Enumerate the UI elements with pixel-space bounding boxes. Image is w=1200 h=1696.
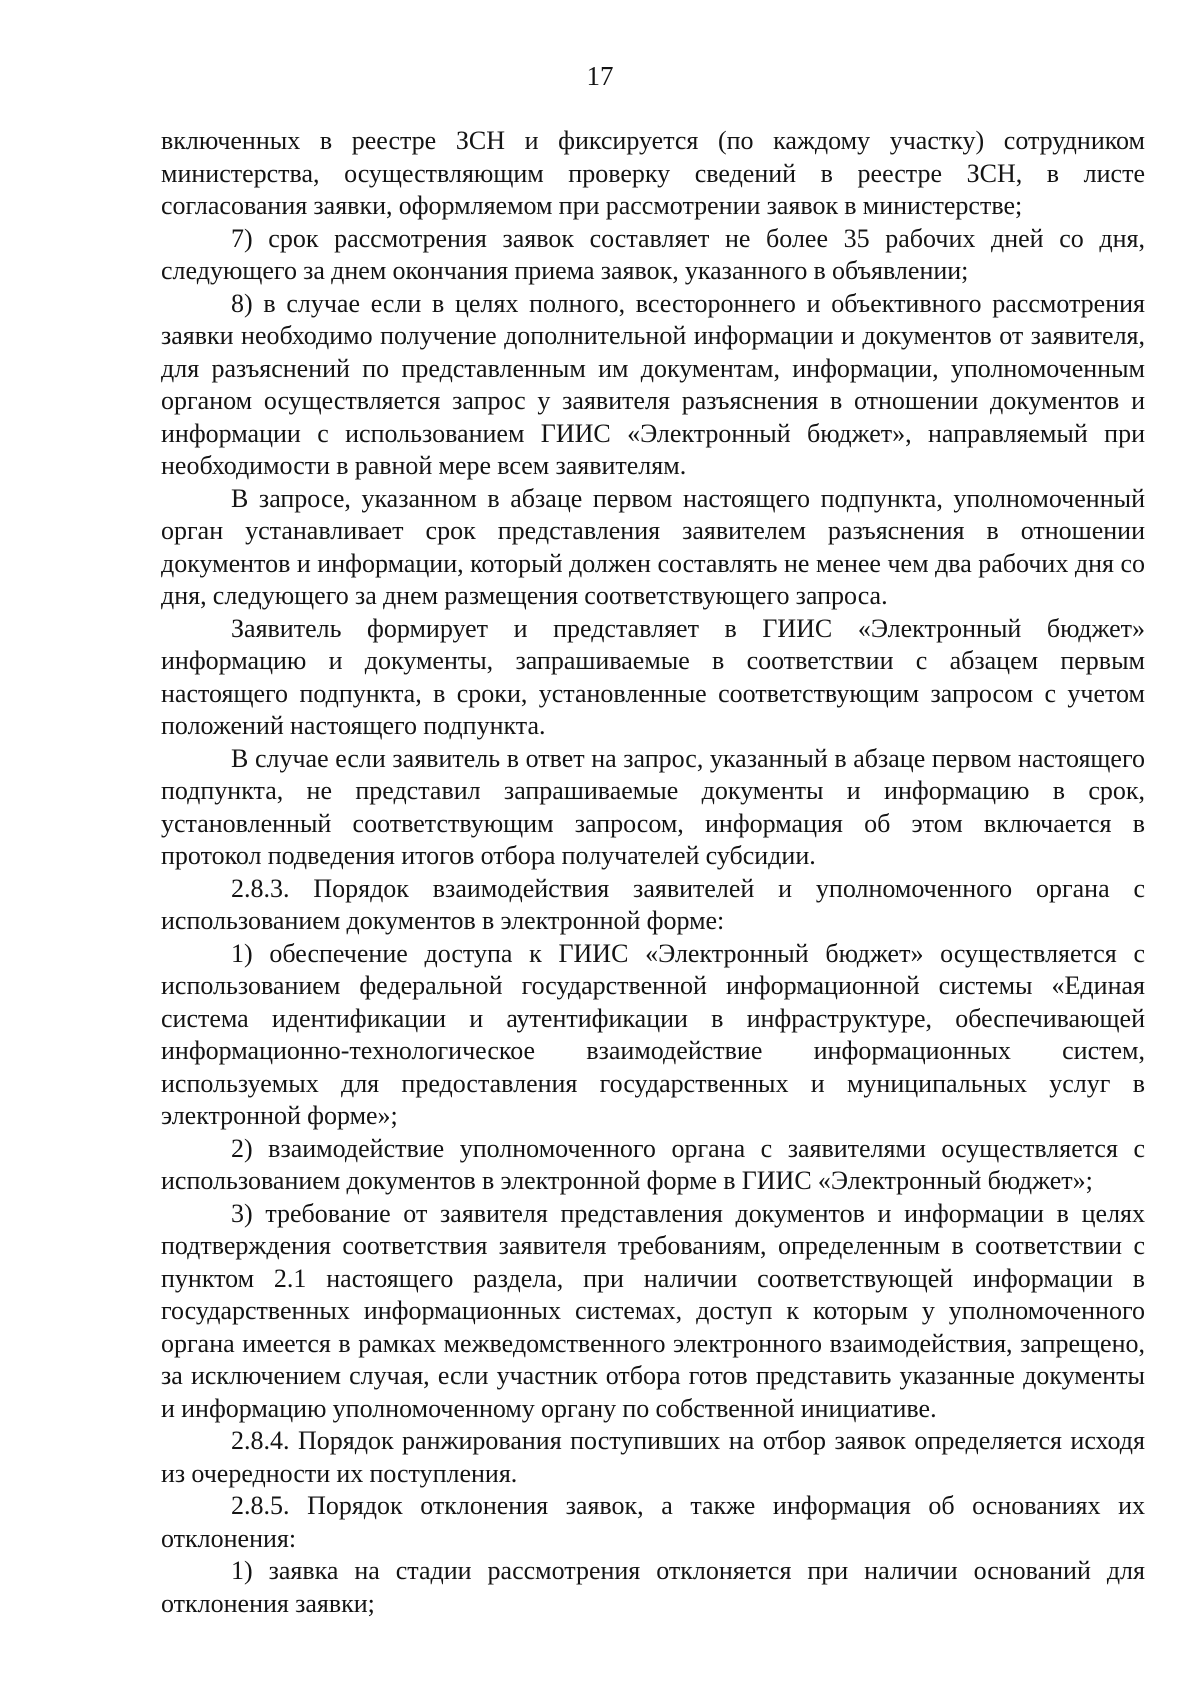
paragraph-section-2-8-4: 2.8.4. Порядок ранжирования поступивших на отбор заявок определяется исходя из очередности их поступления. — [161, 1426, 1145, 1488]
page-number: 17 — [586, 61, 614, 91]
paragraph-request-term: В запросе, указанном в абзаце первом настоящего подпункта, уполномоченный орган устанавливает срок представления заявителем разъяснения в отношении документов и информации, который должен составлять не менее чем два рабочих дня со дня, следующего за днем размещения соответствующего запроса. — [161, 483, 1145, 610]
paragraph-2-8-3-item-1: 1) обеспечение доступа к ГИИС «Электронный бюджет» осуществляется с использованием федеральной государственной информационной системы «Единая система идентификации и аутентификации в инфраструктуре, обеспечивающей информационно-технологическое взаимодействие информационных систем, используемых для предоставления государственных и муниципальных услуг в электронной форме»; — [161, 938, 1145, 1130]
paragraph-section-2-8-5: 2.8.5. Порядок отклонения заявок, а также информация об основаниях их отклонения: — [161, 1491, 1145, 1553]
paragraph-item-7: 7) срок рассмотрения заявок составляет не более 35 рабочих дней со дня, следующего за днем окончания приема заявок, указанного в объявлении; — [161, 223, 1145, 285]
paragraph-section-2-8-3: 2.8.3. Порядок взаимодействия заявителей и уполномоченного органа с использованием документов в электронной форме: — [161, 873, 1145, 935]
paragraph-no-response: В случае если заявитель в ответ на запрос, указанный в абзаце первом настоящего подпункта, не представил запрашиваемые документы и информацию в срок, установленный соответствующим запросом, информация об этом включается в протокол подведения итогов отбора получателей субсидии. — [161, 743, 1145, 870]
paragraph-2-8-3-item-2: 2) взаимодействие уполномоченного органа с заявителями осуществляется с использованием документов в электронной форме в ГИИС «Электронный бюджет»; — [161, 1133, 1145, 1195]
paragraph-continued: включенных в реестре ЗСН и фиксируется (по каждому участку) сотрудником министерства, осуществляющим проверку сведений в реестре ЗСН, в листе согласования заявки, оформляемом при рассмотрении заявок в министерстве; — [161, 126, 1145, 220]
paragraph-applicant-submits: Заявитель формирует и представляет в ГИИС «Электронный бюджет» информацию и документы, запрашиваемые в соответствии с абзацем первым настоящего подпункта, в сроки, установленные соответствующим запросом с учетом положений настоящего подпункта. — [161, 613, 1145, 740]
document-body — [161, 125, 1145, 1620]
paragraph-2-8-5-item-1: 1) заявка на стадии рассмотрения отклоняется при наличии оснований для отклонения заявки; — [161, 1556, 1145, 1618]
paragraph-2-8-3-item-3: 3) требование от заявителя представления документов и информации в целях подтверждения соответствия заявителя требованиям, определенным в соответствии с пунктом 2.1 настоящего раздела, при наличии соответствующей информации в государственных информационных системах, доступ к которым у уполномоченного органа имеется в рамках межведомственного электронного взаимодействия, запрещено, за исключением случая, если участник отбора готов представить указанные документы и информацию уполномоченному органу по собственной инициативе. — [161, 1198, 1145, 1423]
paragraph-item-8: 8) в случае если в целях полного, всестороннего и объективного рассмотрения заявки необходимо получение дополнительной информации и документов от заявителя, для разъяснений по представленным им документам, информации, уполномоченным органом осуществляется запрос у заявителя разъяснения в отношении документов и информации с использованием ГИИС «Электронный бюджет», направляемый при необходимости в равной мере всем заявителям. — [161, 288, 1145, 480]
